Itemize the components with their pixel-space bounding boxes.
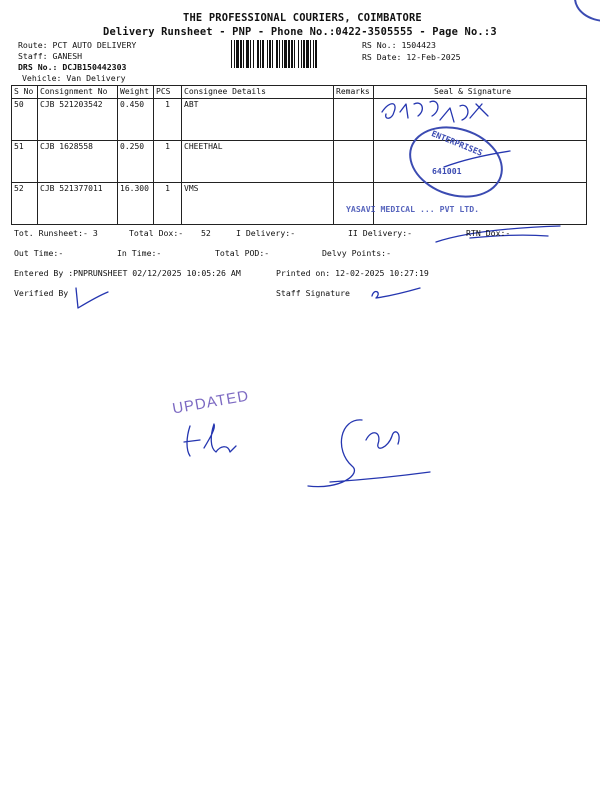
barcode-bar (243, 40, 244, 68)
rs-date-label: RS Date: (362, 52, 402, 62)
ii-delivery: II Delivery:- (348, 228, 413, 238)
cell-consignment: CJB 521203542 (38, 99, 118, 141)
total-dox-value: 52 (201, 228, 211, 238)
cell-pcs: 1 (154, 99, 182, 141)
barcode-bar (246, 40, 249, 68)
entered-by: Entered By :PNPRUNSHEET 02/12/2025 10:05:26 AM (14, 268, 241, 278)
receiver-signature-1 (370, 90, 520, 140)
cell-consignment: CJB 1628558 (38, 141, 118, 183)
barcode-bar (267, 40, 268, 68)
out-time: Out Time:- (14, 248, 64, 258)
barcode-bar (298, 40, 299, 68)
barcode-bar (262, 40, 264, 68)
barcode-bar (282, 40, 283, 68)
barcode-bar (269, 40, 271, 68)
cell-sno: 52 (12, 183, 38, 225)
rs-date-line (362, 52, 461, 62)
total-dox-label: Total Dox:- (129, 228, 184, 238)
barcode-bar (260, 40, 261, 68)
company-stamp: YASAVI MEDICAL ... PVT LTD. (346, 204, 480, 214)
rs-no-label: RS No.: (362, 40, 397, 50)
staff-signature-label: Staff Signature (276, 288, 350, 298)
enterprises-stamp-text: ENTERPRISES (430, 128, 485, 158)
cell-pcs: 1 (154, 183, 182, 225)
vehicle-value: Van Delivery (66, 73, 126, 83)
barcode-bar (250, 40, 251, 68)
large-signature (300, 410, 440, 495)
rs-no-value: 1504423 (401, 40, 436, 50)
col-remarks: Remarks (334, 86, 374, 99)
barcode-bar (303, 40, 305, 68)
drs-value: DCJB150442303 (62, 62, 127, 72)
barcode-bar (240, 40, 242, 68)
cell-sno: 51 (12, 141, 38, 183)
staff-label: Staff: (18, 51, 48, 61)
barcode-bar (234, 40, 235, 68)
barcode-bar (279, 40, 280, 68)
total-pod: Total POD:- (215, 248, 270, 258)
barcode-bar (253, 40, 254, 68)
cell-weight: 0.450 (118, 99, 154, 141)
corner-stamp (574, 0, 600, 22)
barcode-bar (306, 40, 309, 68)
route-label: Route: (18, 40, 48, 50)
staff-value: GANESH (52, 51, 83, 61)
barcode (231, 40, 353, 68)
rs-no-line (362, 40, 436, 50)
updated-initials (180, 418, 250, 463)
col-pcs: PCS (154, 86, 182, 99)
col-sno: S No (12, 86, 38, 99)
cell-weight: 0.250 (118, 141, 154, 183)
barcode-bar (291, 40, 293, 68)
receiver-signature-2 (440, 145, 530, 175)
vehicle-label: Vehicle: (22, 73, 62, 83)
printed-on: Printed on: 12-02-2025 10:27:19 (276, 268, 429, 278)
drs-line (18, 62, 126, 72)
cell-sno: 50 (12, 99, 38, 141)
barcode-bar (284, 40, 287, 68)
barcode-bar (276, 40, 278, 68)
route-line (18, 40, 136, 50)
col-seal: Seal & Signature (374, 86, 587, 99)
cell-remarks (334, 141, 374, 183)
vehicle-line (22, 73, 126, 83)
staff-signature (366, 284, 426, 304)
cell-weight: 16.300 (118, 183, 154, 225)
cell-remarks (334, 99, 374, 141)
barcode-bar (301, 40, 302, 68)
stamp-pin-code: 641001 (432, 166, 462, 176)
runsheet-subtitle: Delivery Runsheet - PNP - Phone No.:0422-3505555 - Page No.:3 (103, 26, 497, 38)
cell-consignee: VMS (182, 183, 334, 225)
rtn-dox: RTN Dox:- (466, 228, 511, 238)
barcode-bar (310, 40, 311, 68)
barcode-bar (294, 40, 295, 68)
rs-date-value: 12-Feb-2025 (406, 52, 461, 62)
col-consignment: Consignment No (38, 86, 118, 99)
updated-stamp: UPDATED (171, 387, 251, 418)
barcode-bar (231, 40, 232, 68)
barcode-bar (236, 40, 239, 68)
barcode-bar (257, 40, 259, 68)
barcode-bar (315, 40, 317, 68)
verified-signature (68, 284, 118, 314)
staff-line (18, 51, 82, 61)
tot-runsheet: Tot. Runsheet:- 3 (14, 228, 98, 238)
barcode-bar (272, 40, 273, 68)
col-weight: Weight (118, 86, 154, 99)
barcode-bar (313, 40, 314, 68)
drs-label: DRS No.: (18, 62, 58, 72)
cell-consignee: CHEETHAL (182, 141, 334, 183)
i-delivery: I Delivery:- (236, 228, 296, 238)
company-title: THE PROFESSIONAL COURIERS, COIMBATORE (183, 12, 422, 24)
cell-consignee: ABT (182, 99, 334, 141)
cell-pcs: 1 (154, 141, 182, 183)
cell-consignment: CJB 521377011 (38, 183, 118, 225)
verified-by: Verified By (14, 288, 69, 298)
route-value: PCT AUTO DELIVERY (52, 40, 137, 50)
delvy-points: Delvy Points:- (322, 248, 392, 258)
col-consignee: Consignee Details (182, 86, 334, 99)
barcode-bar (288, 40, 290, 68)
in-time: In Time:- (117, 248, 162, 258)
table-row (12, 183, 587, 225)
